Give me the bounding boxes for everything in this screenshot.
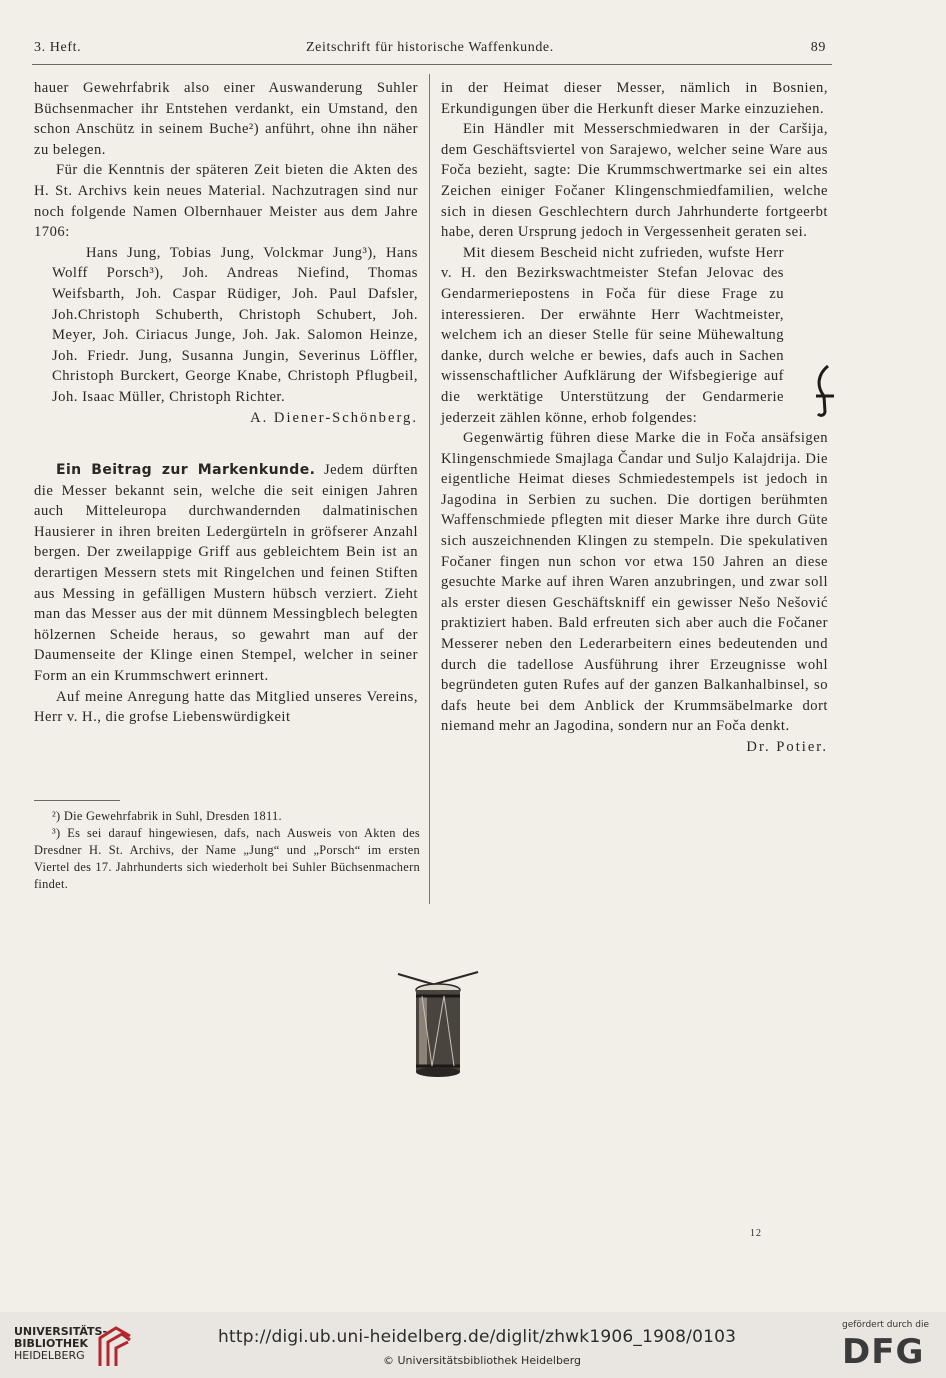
- signature-mark: 12: [750, 1228, 762, 1239]
- source-url-link[interactable]: http://digi.ub.uni-heidelberg.de/diglit/zhwk1906_1908/0103: [218, 1327, 737, 1347]
- drum-illustration: [392, 966, 482, 1084]
- column-divider: [429, 74, 430, 904]
- right-column: [441, 78, 828, 758]
- footnote-rule: [34, 800, 120, 801]
- paragraph: Mit diesem Bescheid nicht zufrieden, wufste Herr v. H. den Bezirkswachtmeister Stefan Jelovac des Gendarmeriepostens in Foča für diese Frage zu interessieren. Der erwähnte Herr Wachtmeister, welchem ich an dieser Stelle für seine Mühewaltung danke, durch welche er bewies, dafs auch in Sachen wissenschaftlicher Aufklärung der Wifsbegierige auf die werktätige Unterstützung der Gendarmerie jederzeit zählen könne, erhob folgendes:: [441, 244, 784, 426]
- dfg-logo[interactable]: DFG: [842, 1332, 925, 1372]
- library-name-line: HEIDELBERG: [14, 1349, 85, 1362]
- paragraph: Ein Händler mit Messerschmiedwaren in der Caršija, dem Geschäftsviertel von Sarajewo, welcher seine Ware aus Foča bezieht, sagte: Die Krummschwertmarke sei ein altes Zeichen einiger Fočaner Klingenschmiedfamilien, welche sich in diesen Geschlechtern durch Jahrhunderte fortgeerbt habe, deren Ursprung jedoch in Vergessenheit geraten sei.: [441, 121, 828, 241]
- paragraph: hauer Gewehrfabrik also einer Auswanderung Suhler Büchsenmacher ihr Entstehen verdankt, ein Umstand, den schon Anschütz in seinem Buche²) anführt, ohne ihn näher zu belegen.: [34, 80, 418, 158]
- left-column: [34, 78, 418, 728]
- issue-number: 3. Heft.: [34, 40, 82, 55]
- footnote: ²) Die Gewehrfabrik in Suhl, Dresden 1811.: [52, 809, 282, 823]
- paragraph: Auf meine Anregung hatte das Mitglied unseres Vereins, Herr v. H., die grofse Liebenswürdigkeit: [34, 688, 418, 726]
- paragraph: Für die Kenntnis der späteren Zeit bieten die Akten des H. St. Archivs kein neues Material. Nachzutragen sind nur noch folgende Namen Olbernhauer Meister aus dem Jahre 1706:: [34, 162, 418, 241]
- footnote: ³) Es sei darauf hingewiesen, dafs, nach Ausweis von Akten des Dresdner H. St. Archivs, der Name „Jung“ und „Porsch“ im ersten Viertel des 17. Jahrhunderts sich wiederholt bei Suhler Büchsenmachern findet.: [34, 826, 420, 891]
- name-list: [52, 243, 418, 408]
- paragraph: in der Heimat dieser Messer, nämlich in Bosnien, Erkundigungen über die Herkunft dieser Marke einzuziehen.: [441, 80, 828, 117]
- scimitar-mark-icon: [810, 364, 838, 420]
- funding-label: gefördert durch die: [842, 1320, 929, 1330]
- digitization-footer: [0, 1312, 946, 1378]
- name-list-text: Hans Jung, Tobias Jung, Volckmar Jung³), Hans Wolff Porsch³), Joh. Andreas Niefind, Thomas Weifsbarth, Joh. Caspar Rüdiger, Joh. Paul Dafsler, Joh.Christoph Schuberth, Christoph Schubert, Joh. Meyer, Joh. Ciriacus Junge, Joh. Jak. Salomon Heinze, Joh. Friedr. Jung, Susanna Jungin, Severinus Löffler, Christoph Burckert, George Knabe, Christoph Pflugbeil, Joh. Isaac Müller, Christoph Richter.: [52, 244, 418, 405]
- author-signature: A. Diener-Schönberg.: [250, 409, 418, 426]
- running-header: [34, 40, 826, 62]
- page-number: 89: [810, 40, 826, 55]
- paragraph: Jedem dürften die Messer bekannt sein, welche die seit einigen Jahren auch Mitteleuropa durchwandernden dalmatinischen Hausierer in ihren breiten Ledergürteln in gröfserer Anzahl bergen. Der zweilappige Griff aus gebleichtem Bein ist an derartigen Messern stets mit Ringelchen und feinen Stiften aus Messing in gefälligen Mustern hübsch verziert. Zieht man das Messer aus der mit dünnem Messingblech belegten hölzernen Scheide heraus, so gewahrt man auf der Daumenseite der Klinge einen Stempel, welcher in seiner Form an ein Krummschwert erinnert.: [34, 462, 418, 685]
- library-logo[interactable]: [14, 1326, 134, 1372]
- header-rule: [32, 64, 832, 65]
- section-gap: [34, 428, 418, 460]
- library-name-line: UNIVERSITÄTS-: [14, 1325, 108, 1338]
- library-emblem-icon: [96, 1326, 134, 1368]
- journal-title: Zeitschrift für historische Waffenkunde.: [306, 40, 554, 55]
- article-heading: Ein Beitrag zur Markenkunde.: [56, 462, 316, 479]
- footnotes: [34, 808, 420, 893]
- library-name: [14, 1326, 107, 1362]
- library-name-line: BIBLIOTHEK: [14, 1337, 89, 1350]
- author-signature: Dr. Potier.: [746, 739, 828, 755]
- copyright-notice: © Universitätsbibliothek Heidelberg: [383, 1354, 582, 1367]
- paragraph: Gegenwärtig führen diese Marke die in Foča ansäfsigen Klingenschmiede Smajlaga Čandar und Suljo Kalajdrija. Die eigentliche Heimat dieses Schmiedestempels ist jedoch in Jagodina in Serbien zu suchen. Die dortigen berühmten Waffenschmiede pflegten mit dieser Marke ihre durch Güte sich auszeichnenden Klingen zu stempeln. Die spekulativen Fočaner fingen nun schon vor etwa 150 Jahren an diese gesuchte Marke auf ihren Waren anzubringen, und zwar soll als erster diesen Geschäftskniff ein gewisser Nešo Nešović praktiziert haben. Bald erfreuten sich aber auch die Fočaner Messerer neben den Lederarbeitern eines bedeutenden und durch die tadellose Ausführung ihrer Erzeugnisse wohl begründeten guten Rufes auf der ganzen Balkanhalbinsel, so dafs heute bei dem Anblick der Krummsäbelmarke dort niemand mehr an Jagodina, sondern nur an Foča denkt.: [441, 430, 828, 735]
